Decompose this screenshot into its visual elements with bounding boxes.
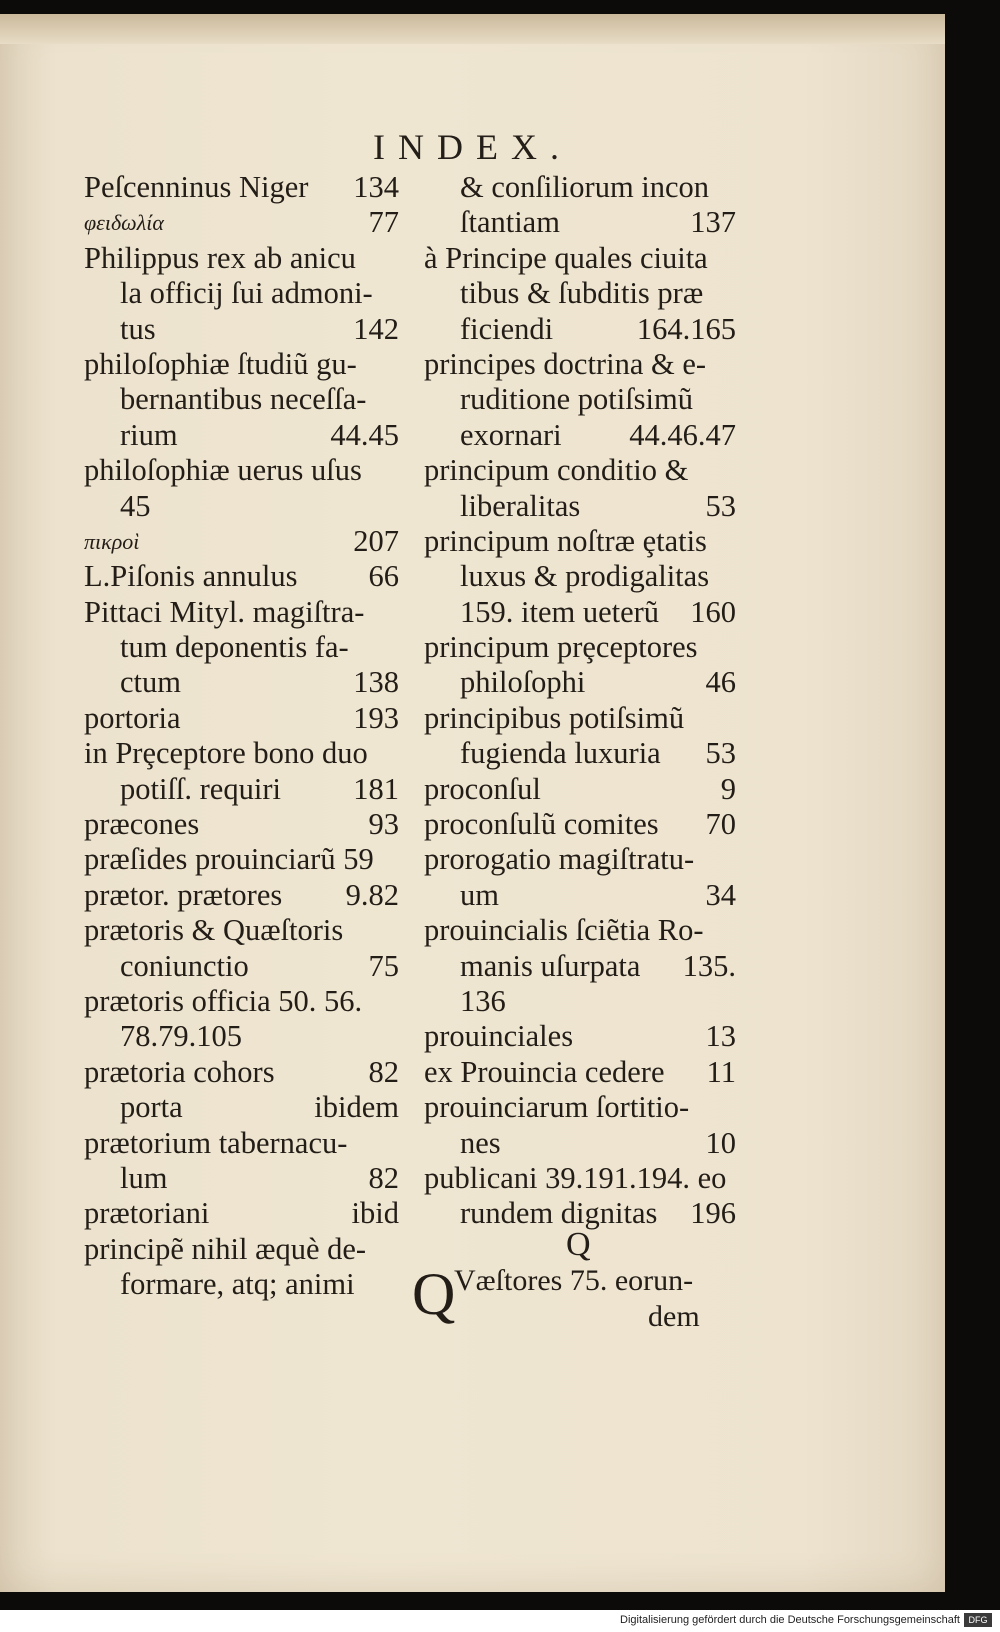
entry-text: Peſcenninus Niger (84, 170, 309, 204)
entry-text: coniunctio (120, 948, 249, 983)
entry-text: philoſophiæ uerus uſus (84, 453, 362, 488)
index-left-column (84, 170, 399, 1303)
entry-page-number: 70 (705, 807, 736, 842)
index-entry-line (84, 453, 399, 488)
entry-text: ctum (120, 665, 181, 700)
entry-page-number: 142 (353, 311, 399, 346)
entry-text: 78.79.105 (120, 1019, 242, 1054)
index-entry-line (424, 1090, 736, 1125)
index-entry-line (424, 205, 736, 240)
entry-text: ſtantiam (460, 205, 560, 240)
entry-page-number: 9.82 (345, 877, 399, 912)
page-heading: INDEX. (373, 127, 572, 167)
entry-text: proconſul (424, 771, 541, 806)
entry-text: Pittaci Mityl. magiſtra- (84, 594, 365, 629)
entry-page-number: 135. (682, 948, 736, 983)
index-entry-line (84, 347, 399, 382)
entry-page-number: 53 (705, 488, 736, 523)
entry-text: principum noſtræ ȩtatis (424, 523, 707, 558)
q-entry-line2: dem (648, 1300, 700, 1333)
entry-text: la officij ſui admoni- (120, 276, 373, 311)
entry-text: luxus & prodigalitas (460, 559, 710, 594)
page-top-edge (0, 14, 945, 44)
index-entry-line (424, 241, 736, 276)
entry-text: in Prȩceptore bono duo (84, 736, 368, 771)
entry-page-number: 34 (705, 877, 736, 912)
entry-text: prætor. prætores (84, 877, 283, 912)
entry-page-number: 82 (368, 1160, 399, 1195)
index-entry-line (84, 1267, 399, 1302)
index-entry-line (424, 276, 736, 311)
index-entry-line (84, 842, 399, 877)
entry-text: tus (120, 311, 156, 346)
entry-text: à Principe quales ciuita (424, 240, 708, 275)
index-entry-line (84, 665, 399, 700)
index-entry-line (424, 489, 736, 524)
index-entry-line (424, 312, 736, 347)
index-entry-line (84, 559, 399, 594)
index-entry-line (84, 984, 399, 1019)
entry-text: fugienda luxuria (460, 736, 661, 771)
index-entry-line (84, 1196, 399, 1231)
entry-text: ficiendi (460, 311, 554, 346)
index-entry-line (84, 949, 399, 984)
entry-text: prouincialis ſciẽtia Ro- (424, 913, 704, 948)
index-entry-line (84, 1090, 399, 1125)
index-entry-line (424, 1161, 736, 1196)
footer-bar (0, 1610, 1000, 1632)
q-initial: Q (412, 1261, 456, 1327)
entry-page-number: 77 (368, 205, 399, 240)
entry-text: formare, atq; animi (120, 1267, 355, 1302)
index-entry-line (84, 772, 399, 807)
entry-text: lum (120, 1160, 168, 1195)
index-entry-line (424, 453, 736, 488)
entry-page-number: 75 (368, 948, 399, 983)
index-entry-line (84, 736, 399, 771)
index-entry-line (424, 665, 736, 700)
index-entry-line (424, 878, 736, 913)
index-entry-line (424, 524, 736, 559)
entry-page-number: ibidem (314, 1090, 399, 1125)
index-entry-line (84, 312, 399, 347)
entry-text: L.Piſonis annulus (84, 559, 298, 594)
entry-text: tum deponentis fa- (120, 630, 349, 665)
q-entry-line1: Væſtores 75. eorun- (454, 1264, 694, 1297)
index-entry-line (84, 276, 399, 311)
index-entry-line (424, 170, 736, 205)
index-entry-line (424, 1019, 736, 1054)
entry-text: principes doctrina & e- (424, 346, 707, 381)
entry-text: ex Prouincia cedere (424, 1054, 665, 1089)
entry-text: nes (460, 1125, 501, 1160)
entry-page-number: 10 (705, 1125, 736, 1160)
entry-text: 136 (460, 983, 506, 1018)
entry-text: 45 (120, 488, 151, 523)
index-entry-line (84, 241, 399, 276)
entry-page-number: 9 (720, 771, 736, 806)
entry-text: principum conditio & (424, 453, 689, 488)
entry-page-number: 13 (705, 1019, 736, 1054)
entry-text: um (460, 877, 499, 912)
entry-text: tibus & ſubditis præ (460, 276, 704, 311)
entry-page-number: 138 (353, 665, 399, 700)
index-entry-line (84, 170, 399, 205)
index-entry-line (84, 807, 399, 842)
entry-text: Philippus rex ab anicu (84, 240, 356, 275)
entry-text: præcones (84, 807, 200, 842)
entry-text: prouinciarum ſortitio- (424, 1090, 690, 1125)
index-entry-line (84, 418, 399, 453)
entry-page-number: 137 (690, 205, 736, 240)
entry-page-number: 207 (353, 523, 399, 558)
index-entry-line (84, 524, 399, 559)
index-entry-line (84, 701, 399, 736)
index-entry-line (84, 205, 399, 240)
entry-text: ruditione potiſsimũ (460, 382, 693, 417)
index-entry-line (84, 382, 399, 417)
entry-text: potiſſ. requiri (120, 771, 281, 806)
index-entry-line (424, 772, 736, 807)
index-entry-line (424, 347, 736, 382)
index-entry-line (424, 842, 736, 877)
entry-text: rundem dignitas (460, 1196, 658, 1231)
entry-text: principibus potiſsimũ (424, 700, 685, 735)
entry-text: prouinciales (424, 1019, 574, 1054)
index-right-column (424, 170, 736, 1232)
entry-text: φειδωλία (84, 210, 164, 236)
entry-text: philoſophi (460, 665, 586, 700)
entry-text: prætorium tabernacu- (84, 1125, 348, 1160)
entry-page-number: 11 (706, 1054, 736, 1089)
entry-text: principẽ nihil æquè de- (84, 1231, 367, 1266)
index-entry-line (424, 630, 736, 665)
index-entry-line (424, 701, 736, 736)
index-entry-line (84, 489, 399, 524)
entry-text: πικροὶ (84, 528, 140, 554)
entry-text: prætoris & Quæſtoris (84, 913, 344, 948)
index-entry-line (424, 382, 736, 417)
index-entry-line (84, 595, 399, 630)
entry-text: liberalitas (460, 488, 581, 523)
entry-text: & conſiliorum incon (460, 170, 710, 204)
entry-text: 159. item ueterũ (460, 594, 660, 629)
index-entry-line (424, 736, 736, 771)
entry-page-number: 82 (368, 1054, 399, 1089)
index-entry-line (424, 807, 736, 842)
entry-page-number: 93 (368, 807, 399, 842)
section-letter: Q (566, 1226, 591, 1263)
footer-text: Digitalisierung gefördert durch die Deutsche Forschungsgemeinschaft (620, 1614, 960, 1626)
index-entry-line (84, 913, 399, 948)
index-entry-line (424, 1126, 736, 1161)
entry-text: prorogatio magiſtratu- (424, 842, 695, 877)
entry-text: portoria (84, 700, 181, 735)
entry-page-number: 44.46.47 (629, 417, 736, 452)
index-entry-line (424, 1055, 736, 1090)
index-entry-line (84, 630, 399, 665)
entry-text: bernantibus neceſſa- (120, 382, 367, 417)
index-entry-line (424, 913, 736, 948)
entry-text: publicani 39.191.194. eo (424, 1160, 727, 1195)
entry-page-number: 193 (353, 700, 399, 735)
entry-page-number: 44.45 (330, 417, 399, 452)
index-entry-line (424, 595, 736, 630)
entry-page-number: 196 (690, 1196, 736, 1231)
index-entry-line (424, 559, 736, 594)
entry-text: exornari (460, 417, 562, 452)
index-entry-line (84, 1019, 399, 1054)
entry-text: rium (120, 417, 178, 452)
index-entry-line (424, 949, 736, 984)
entry-page-number: 66 (368, 559, 399, 594)
entry-page-number: 181 (353, 771, 399, 806)
index-entry-line (84, 1161, 399, 1196)
entry-text: manis uſurpata (460, 948, 641, 983)
index-entry-line (84, 1126, 399, 1161)
index-entry-line (84, 878, 399, 913)
entry-text: prætoriani (84, 1196, 210, 1231)
entry-page-number: 164.165 (636, 311, 736, 346)
entry-text: philoſophiæ ſtudiũ gu- (84, 346, 357, 381)
entry-page-number: 46 (705, 665, 736, 700)
index-entry-line (84, 1232, 399, 1267)
entry-text: prætoria cohors (84, 1054, 275, 1089)
entry-text: prætoris officia 50. 56. (84, 983, 363, 1018)
entry-text: porta (120, 1090, 183, 1125)
index-entry-line (424, 418, 736, 453)
entry-page-number: 134 (353, 170, 399, 204)
entry-text: proconſulũ comites (424, 807, 659, 842)
index-entry-line (424, 984, 736, 1019)
entry-page-number: 160 (690, 594, 736, 629)
entry-page-number: ibid (351, 1196, 399, 1231)
entry-text: præſides prouinciarũ 59 (84, 842, 374, 877)
index-entry-line (84, 1055, 399, 1090)
entry-text: principum prȩceptores (424, 630, 698, 665)
book-page (0, 14, 945, 1592)
entry-page-number: 53 (705, 736, 736, 771)
dfg-logo: DFG (964, 1613, 992, 1627)
